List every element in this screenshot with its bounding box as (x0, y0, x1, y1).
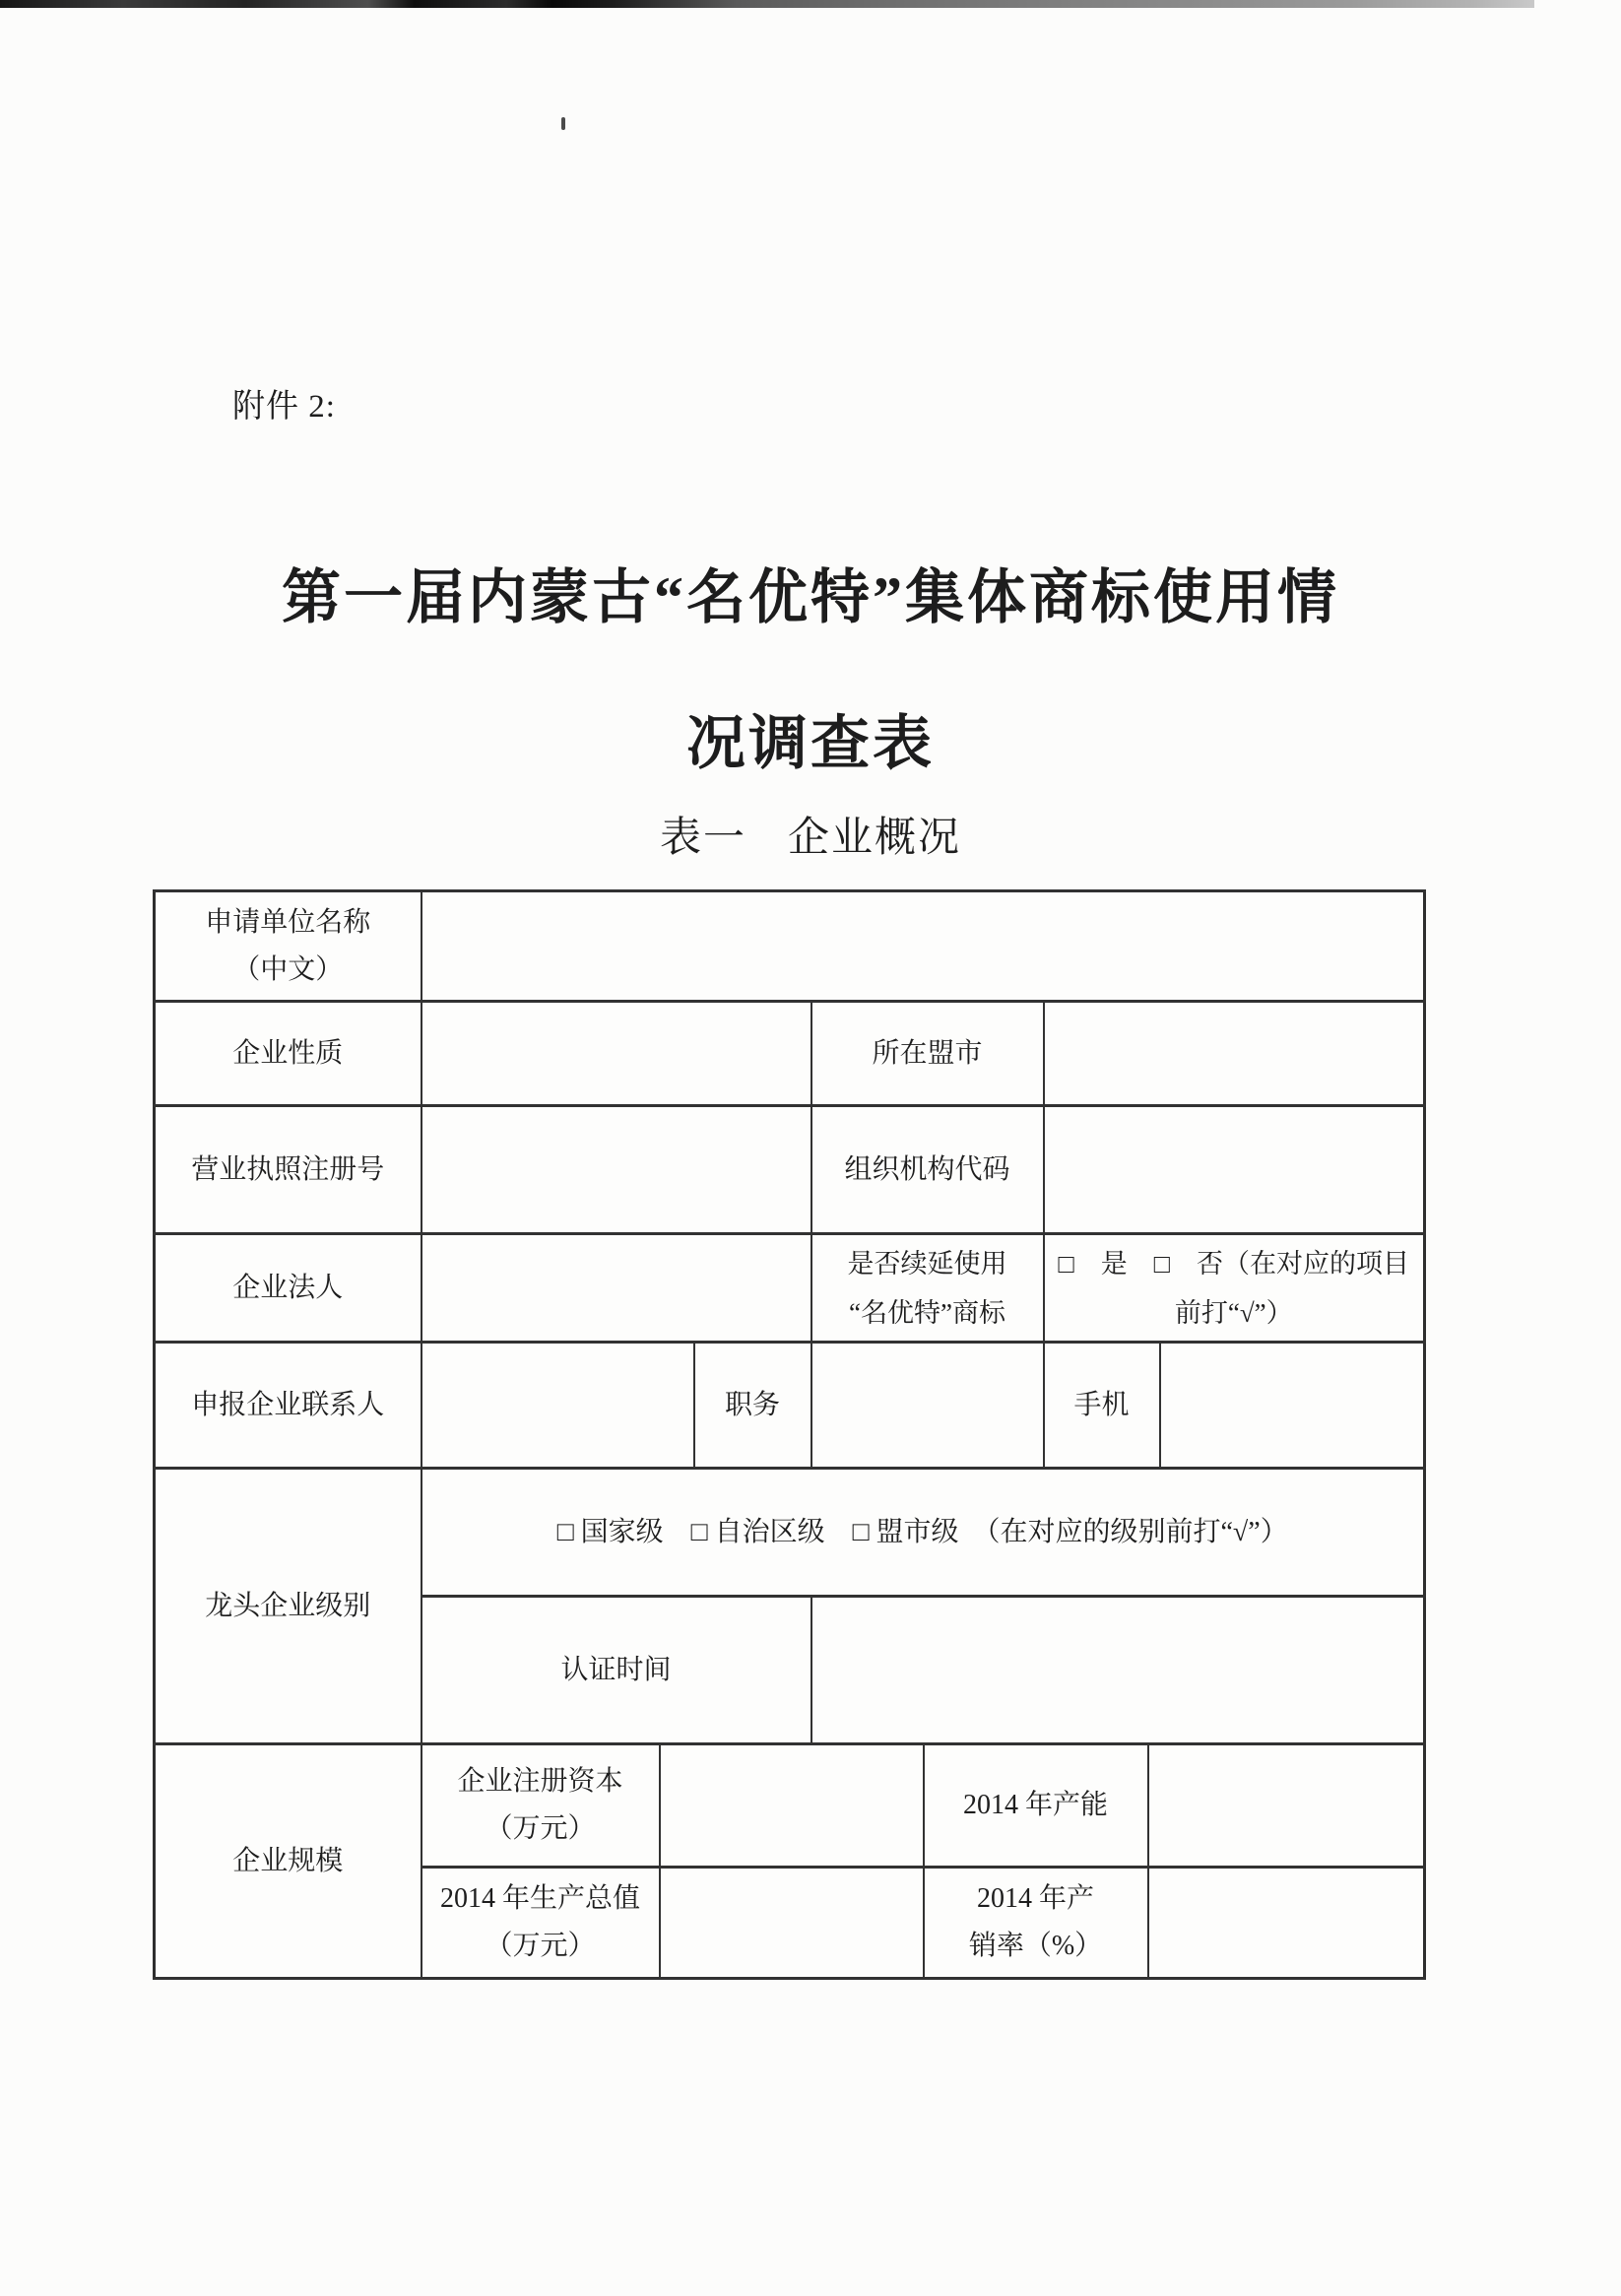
table-caption (0, 816, 1621, 861)
row-license-orgcode (155, 1106, 1425, 1234)
attachment-label: 附件 2: (232, 389, 336, 425)
scale-label-cell: 企业规模 (155, 1744, 421, 1979)
cert-time-value-cell (811, 1597, 1425, 1744)
applicant-name-label-cell (155, 891, 421, 1002)
row-applicant-name (155, 891, 1425, 1002)
applicant-name-label-line2: （中文） (232, 953, 344, 985)
leading-level-options-cell: □ 国家级 □ 自治区级 □ 盟市级 （在对应的级别前打“√”） (421, 1469, 1425, 1597)
row-nature-league (155, 1002, 1425, 1106)
legal-person-label-cell: 企业法人 (155, 1234, 421, 1343)
gross-2014-value-cell (660, 1868, 924, 1979)
row-legal-renewal (155, 1234, 1425, 1343)
sales-rate-value-cell (1148, 1868, 1425, 1979)
org-code-value-cell (1044, 1106, 1425, 1234)
renewal-options-line2: 前打“√”） (1174, 1297, 1293, 1328)
gross-2014-label-cell (421, 1868, 660, 1979)
league-value-cell (1044, 1002, 1425, 1106)
document-title-line2: 况调查表 (686, 711, 935, 776)
org-code-label-cell: 组织机构代码 (811, 1106, 1044, 1234)
renewal-label-line2: “名优特”商标 (849, 1297, 1005, 1328)
row-leading-level-options (155, 1469, 1425, 1597)
capacity-2014-label-cell: 2014 年产能 (924, 1744, 1148, 1868)
legal-person-value-cell (421, 1234, 811, 1343)
gross-2014-label-line1: 2014 年生产总值 (439, 1883, 640, 1914)
contact-label-cell: 申报企业联系人 (155, 1343, 421, 1469)
enterprise-overview-table (153, 889, 1426, 1980)
ink-speck (561, 117, 565, 130)
table-caption-title: 企业概况 (788, 816, 962, 861)
gross-2014-label-line2: （万元） (485, 1931, 596, 1961)
row-scale-capital (155, 1744, 1425, 1868)
league-label-cell: 所在盟市 (811, 1002, 1044, 1106)
applicant-name-label-line1: 申请单位名称 (205, 906, 371, 938)
cert-time-label-cell: 认证时间 (421, 1597, 811, 1744)
renewal-options-cell (1044, 1234, 1425, 1343)
duty-value-cell (811, 1343, 1044, 1469)
row-contact (155, 1343, 1425, 1469)
leading-level-label-cell: 龙头企业级别 (155, 1469, 421, 1744)
duty-label-cell: 职务 (694, 1343, 811, 1469)
sales-rate-label-line1: 2014 年产 (976, 1883, 1094, 1914)
scan-edge-artifact (0, 0, 1534, 8)
mobile-label-cell: 手机 (1044, 1343, 1160, 1469)
reg-capital-label-cell (421, 1744, 660, 1868)
nature-label-cell: 企业性质 (155, 1002, 421, 1106)
applicant-name-value-cell (421, 891, 1425, 1002)
table-caption-number: 表一 (659, 816, 746, 861)
sales-rate-label-line2: 销率（%） (968, 1931, 1103, 1961)
reg-capital-label-line2: （万元） (485, 1813, 596, 1844)
sales-rate-label-cell (924, 1868, 1148, 1979)
reg-capital-value-cell (660, 1744, 924, 1868)
renewal-label-cell (811, 1234, 1044, 1343)
renewal-label-line1: 是否续延使用 (847, 1248, 1007, 1279)
license-value-cell (421, 1106, 811, 1234)
renewal-options-line1: □ 是 □ 否（在对应的项目 (1058, 1248, 1410, 1279)
document-title-line1: 第一届内蒙古“名优特”集体商标使用情 (282, 565, 1339, 630)
license-label-cell: 营业执照注册号 (155, 1106, 421, 1234)
reg-capital-label-line1: 企业注册资本 (457, 1766, 623, 1797)
mobile-value-cell (1160, 1343, 1425, 1469)
nature-value-cell (421, 1002, 811, 1106)
capacity-2014-value-cell (1148, 1744, 1425, 1868)
contact-value-cell (421, 1343, 694, 1469)
